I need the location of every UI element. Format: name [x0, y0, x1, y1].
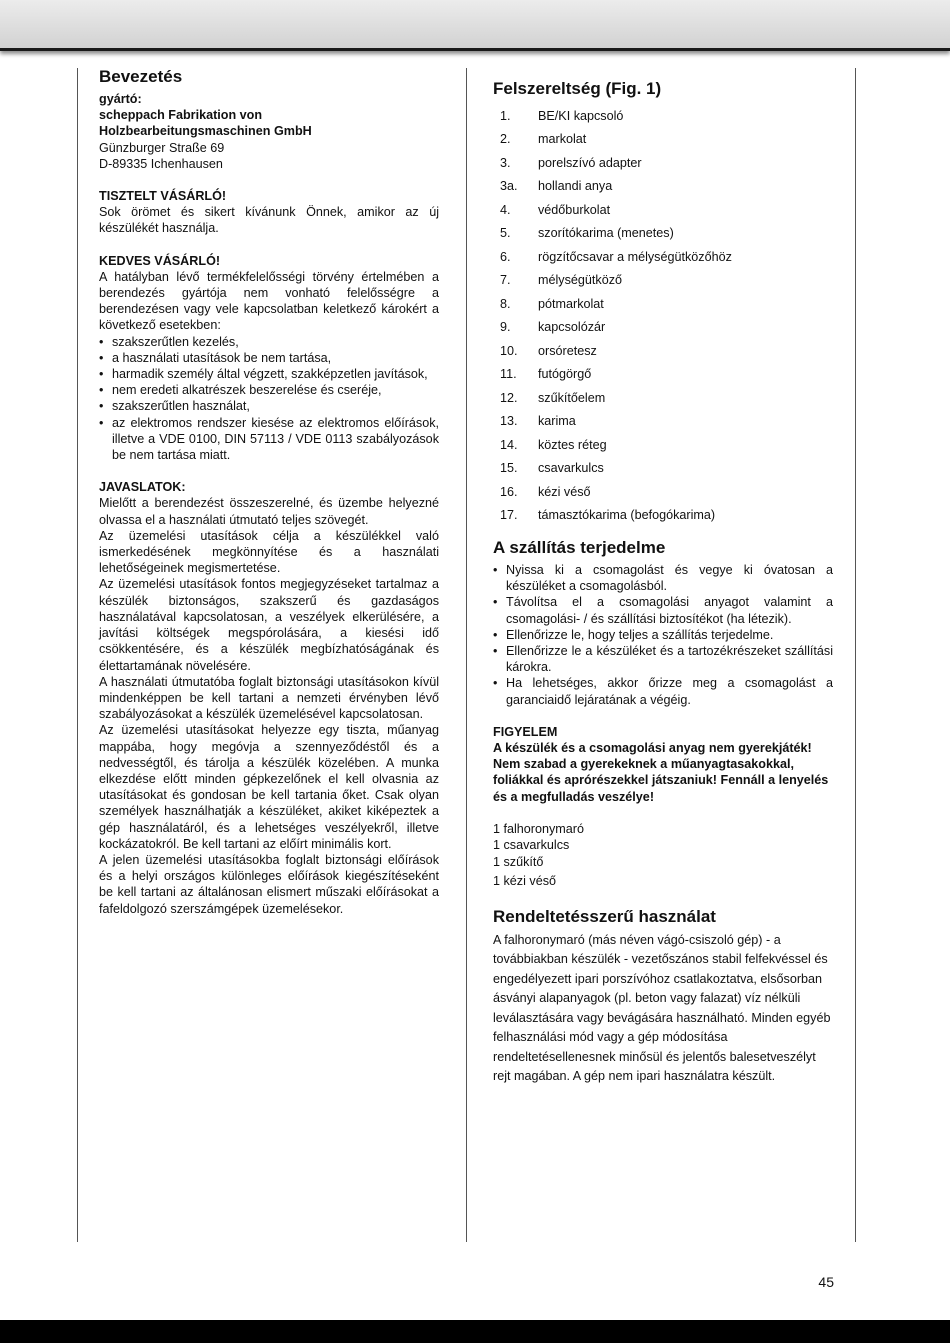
part-number: 11.	[500, 367, 517, 382]
right-column	[493, 78, 833, 1087]
parts-list-item	[493, 151, 833, 175]
part-label: orsóretesz	[538, 343, 597, 358]
delivery-list	[493, 562, 833, 708]
left-column	[99, 66, 439, 917]
intended-use-heading: Rendeltetésszerű használat	[493, 906, 716, 926]
address-line-1: Günzburger Straße 69	[99, 140, 225, 155]
parts-list-item	[493, 198, 833, 222]
part-number: 2.	[500, 132, 511, 147]
parts-list-item	[493, 222, 833, 246]
parts-list-item	[493, 457, 833, 481]
list-item: • a használati utasítások be nem tartása,	[99, 350, 439, 366]
part-number: 17.	[500, 508, 518, 523]
part-label: karima	[538, 414, 576, 429]
part-label: hollandi anya	[538, 179, 613, 194]
list-item: 1 szűkítő	[493, 854, 544, 869]
part-number: 7.	[500, 273, 511, 288]
dear-customer-text: Sok örömet és sikert kívánunk Önnek, amikor az új készülékét használja.	[99, 205, 439, 236]
part-label: BE/KI kapcsoló	[538, 108, 624, 123]
parts-list-item	[493, 316, 833, 340]
part-number: 12.	[500, 390, 518, 405]
parts-list-item	[493, 363, 833, 387]
equipment-heading: Felszereltség (Fig. 1)	[493, 79, 662, 98]
liability-list	[99, 334, 439, 464]
list-item: • Ellenőrizze le, hogy teljes a szállítás terjedelme.	[493, 627, 833, 643]
part-number: 9.	[500, 320, 511, 335]
parts-list-item	[493, 339, 833, 363]
parts-list-item	[493, 292, 833, 316]
part-number: 1.	[500, 108, 511, 123]
list-item: • harmadik személy által végzett, szakképzetlen javítások,	[99, 366, 439, 382]
part-number: 3a.	[500, 179, 518, 194]
header-bar	[0, 0, 950, 51]
recommendations-paragraph: Az üzemelési utasítások célja a készülékkel való ismerkedésének megkönnyítése és a használati lehetőségeinek megismertetése.	[99, 528, 439, 576]
part-label: köztes réteg	[538, 437, 607, 452]
parts-list-item	[493, 104, 833, 128]
part-label: védőburkolat	[538, 202, 611, 217]
part-label: támasztókarima (befogókarima)	[538, 508, 716, 523]
part-label: markolat	[538, 132, 587, 147]
address-line-2: D-89335 Ichenhausen	[99, 156, 223, 171]
part-label: porelszívó adapter	[538, 155, 642, 170]
list-item: • Távolítsa el a csomagolási anyagot valamint a csomagolási- / és szállítási biztosítékot (ha létezik).	[493, 594, 833, 626]
parts-list	[493, 104, 833, 527]
part-number: 14.	[500, 437, 518, 452]
part-label: szorítókarima (menetes)	[538, 226, 674, 241]
parts-list-item	[493, 410, 833, 434]
intended-use-text: A falhoronymaró (más néven vágó-csiszoló gép) - a továbbiakban készülék - vezetőszános stabil felfekvéssel és engedélyezett ipari porszívóhoz csatlakoztatva, elsősorban ásványi alapanyagok (pl. beton vagy falazat) víz nélküli leválasztására vagy bevágására használható. Minden egyéb felhasználási mód vagy a gép módosítása rendeltetésellenesnek minősül és jelentős balesetveszélyt rejt magában. A gép nem ipari használatra készült.	[493, 932, 831, 1084]
list-item: • nem eredeti alkatrészek beszerelése és cseréje,	[99, 382, 439, 398]
parts-list-item	[493, 175, 833, 199]
delivery-scope-list	[493, 821, 833, 890]
part-label: pótmarkolat	[538, 296, 604, 311]
part-number: 5.	[500, 226, 511, 241]
manufacturer-label: gyártó:	[99, 92, 142, 106]
liability-heading: KEDVES VÁSÁRLÓ!	[99, 253, 221, 268]
footer-bar	[0, 1320, 950, 1343]
list-item: • Ellenőrizze le a készüléket és a tartozékrészeket szállítási károkra.	[493, 643, 833, 675]
left-margin-rule	[77, 68, 78, 1242]
delivery-heading: A szállítás terjedelme	[493, 538, 666, 557]
part-number: 13.	[500, 414, 518, 429]
dear-customer-heading: TISZTELT VÁSÁRLÓ!	[99, 189, 227, 204]
parts-list-item	[493, 128, 833, 152]
part-number: 10.	[500, 343, 518, 358]
list-item: • szakszerűtlen kezelés,	[99, 334, 439, 350]
part-number: 4.	[500, 202, 511, 217]
recommendations-paragraph: Az üzemelési utasítások fontos megjegyzéseket tartalmaz a készülék biztonságos, szakszerű és gazdaságos használatával kapcsolatosan, a veszélyek elkerülésére, a javítási költségek megspórolására, a kiesési idő csökkentésére, és a készülék megbízhatóságának és élettartamának növelésére.	[99, 577, 439, 673]
warning-heading: FIGYELEM	[493, 724, 558, 739]
part-label: rögzítőcsavar a mélységütközőhöz	[538, 249, 732, 264]
recommendations-heading: JAVASLATOK:	[99, 480, 186, 495]
list-item: 1 falhoronymaró	[493, 821, 585, 836]
part-label: kapcsolózár	[538, 320, 606, 335]
manufacturer-name-line-2: Holzbearbeitungsmaschinen GmbH	[99, 124, 312, 139]
recommendations-paragraph: A jelen üzemelési utasításokba foglalt biztonsági előírások és a helyi országos különleges előírások kiegészítéseként be kell tartani az általánosan elismert műszaki előírásokat a fafeldolgozó szerszámgépek üzemelésekor.	[99, 852, 439, 916]
parts-list-item	[493, 433, 833, 457]
parts-list-item	[493, 269, 833, 293]
list-item: 1 kézi véső	[493, 874, 556, 889]
column-divider-rule	[466, 68, 467, 1242]
list-item: • Ha lehetséges, akkor őrizze meg a csomagolást a garanciaidő lejáratának a végéig.	[493, 675, 833, 707]
right-margin-rule	[855, 68, 856, 1242]
parts-list-item	[493, 504, 833, 528]
part-label: szűkítőelem	[538, 390, 606, 405]
page-number: 45	[818, 1274, 834, 1290]
introduction-heading: Bevezetés	[99, 67, 183, 86]
list-item: 1 csavarkulcs	[493, 838, 570, 853]
part-number: 6.	[500, 249, 511, 264]
part-number: 16.	[500, 484, 518, 499]
manufacturer-name-line-1: scheppach Fabrikation von	[99, 108, 263, 123]
part-label: csavarkulcs	[538, 461, 604, 476]
part-number: 8.	[500, 296, 511, 311]
parts-list-item	[493, 245, 833, 269]
recommendations-paragraph: Az üzemelési utasításokat helyezze egy tiszta, műanyag mappába, hogy megóvja a szennyeződéstől és a nedvességtől, és tárolja a készülék közelében. A munka elkezdése előtt minden gépkezelőnek el kell olvasnia az utasításokat és gondosan be kell tartania őket. Csak olyan személyek használhatják a készüléket, akiket kiképeztek a gép használatáról, és a lehetséges veszélyekről, illetve kockázatokról. Be kell tartani az előírt minimális kort.	[99, 723, 439, 851]
recommendations-paragraph: Mielőtt a berendezést összeszerelné, és üzembe helyezné olvassa el a használati útmutató teljes szövegét.	[99, 496, 439, 527]
list-item: • szakszerűtlen használat,	[99, 398, 439, 414]
part-number: 15.	[500, 461, 518, 476]
liability-intro: A hatályban lévő termékfelelősségi törvény értelmében a berendezés gyártója nem vonható felelősségre a berendezésen vagy vele kapcsolatban keletkező károkért a következő esetekben:	[99, 269, 439, 333]
list-item: • Nyissa ki a csomagolást és vegye ki óvatosan a készüléket a csomagolásból.	[493, 562, 833, 594]
recommendations-paragraph: A használati útmutatóba foglalt biztonsági utasításokon kívül mindenképpen be kell tartani a nemzeti érvényben lévő szabályozásokat a készülék üzemelésével kapcsolatosan.	[99, 674, 439, 722]
part-label: kézi véső	[538, 484, 591, 499]
parts-list-item	[493, 480, 833, 504]
parts-list-item	[493, 386, 833, 410]
part-label: mélységütköző	[538, 273, 622, 288]
list-item: • az elektromos rendszer kiesése az elektromos előírások, illetve a VDE 0100, DIN 57113 / VDE 0113 szabályozások be nem tartása miatt.	[99, 415, 439, 464]
part-number: 3.	[500, 155, 511, 170]
part-label: futógörgő	[538, 367, 592, 382]
warning-text: A készülék és a csomagolási anyag nem gyerekjáték! Nem szabad a gyerekeknek a műanyagtasakokkal, foliákkal és aprórészekkel játszaniuk! Fennáll a lenyelés és a megfulladás veszélye!	[493, 741, 829, 804]
